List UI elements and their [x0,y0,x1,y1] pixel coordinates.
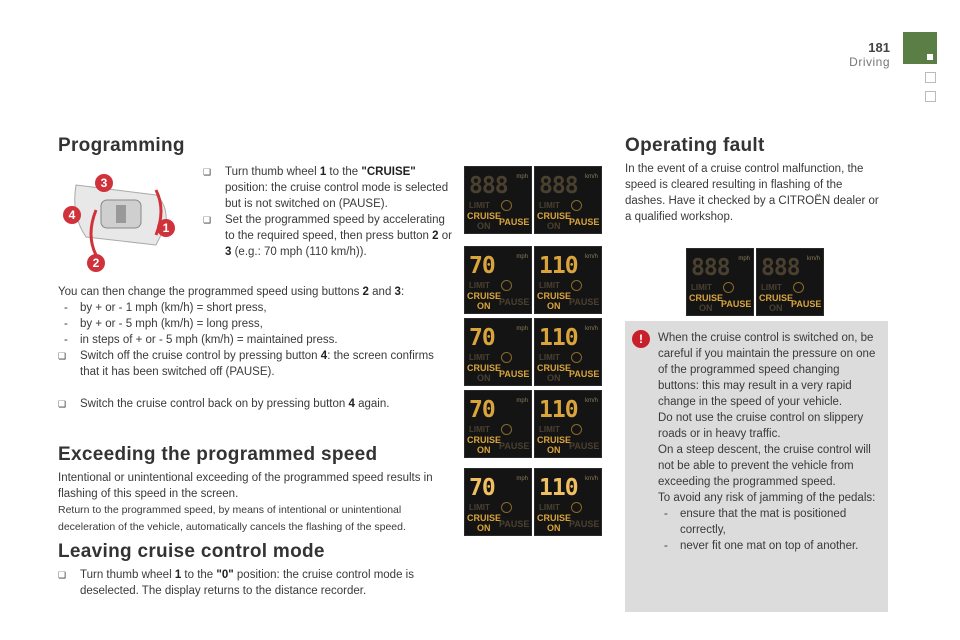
step-switch-off: ❏ Switch off the cruise control by pressing button 4: the screen confirms that it has been switched off (PAUSE). [58,350,434,378]
display-unit: mph [738,256,750,262]
display-unit: km/h [584,476,598,482]
cruise-symbol-icon [571,280,582,291]
display-limit-label: LIMIT [469,425,490,434]
programming-steps [203,164,453,260]
display-cruise-label: CRUISE [467,211,502,221]
display-pause-label: PAUSE [499,441,530,451]
cruise-display-panel [756,248,824,316]
change-speed-intro: You can then change the programmed speed using buttons 2 and 3: [58,286,405,298]
chapter-tab [903,32,937,64]
display-digits: 70 [469,475,495,501]
display-pause-label: PAUSE [499,217,530,227]
display-unit: mph [516,326,528,332]
display-pause-label: PAUSE [569,519,600,529]
cruise-symbol-icon [501,424,512,435]
warning-dash-item: - ensure that the mat is positioned correctly, [664,508,847,536]
display-pause-label: PAUSE [569,441,600,451]
tab-box-2 [925,91,936,102]
display-limit-label: LIMIT [469,201,490,210]
display-unit: km/h [584,174,598,180]
step-switch-on: ❏ Switch the cruise control back on by pressing button 4 again. [58,398,390,410]
warning-icon: ! [632,330,650,348]
display-unit: mph [516,398,528,404]
display-digits: 70 [469,325,495,351]
display-on-label: ON [547,301,561,311]
display-limit-label: LIMIT [539,201,560,210]
display-on-label: ON [547,221,561,231]
display-on-label: ON [769,303,783,313]
display-on-label: ON [477,301,491,311]
warning-text: When the cruise control is switched on, be careful if you maintain the pressure on one of the programmed speed changing buttons: this may result in a very rapid change in the speed of your vehicle. Do not use the cruise control on slippery roads or in heavy traffic. On a steep descent, the cruise control will not be able to prevent the vehicle from exceeding the programmed speed. To avoid any risk of jamming of the pedals: - ensure that the mat is positioned correctly, - never fit one mat on top of another. [658,330,880,554]
display-limit-label: LIMIT [761,283,782,292]
display-unit: mph [516,476,528,482]
cruise-symbol-icon [501,200,512,211]
cruise-display-panel [534,166,602,234]
display-pause-label: PAUSE [499,369,530,379]
cruise-symbol-icon [571,502,582,513]
display-pause-label: PAUSE [721,299,752,309]
display-cruise-label: CRUISE [467,291,502,301]
warning-dash-item: - never fit one mat on top of another. [664,540,859,552]
display-on-label: ON [477,373,491,383]
cruise-display-panel [464,246,532,314]
cruise-symbol-icon [723,282,734,293]
exceeding-para-2: Return to the programmed speed, by means of intentional or unintentional deceleration of the vehicle, automatically cancels the flashing of the speed. [58,504,406,533]
programming-details [58,284,438,412]
display-limit-label: LIMIT [539,425,560,434]
display-on-label: ON [547,445,561,455]
display-cruise-label: CRUISE [467,513,502,523]
display-unit: km/h [584,254,598,260]
operating-fault-text: In the event of a cruise control malfunction, the speed is cleared resulting in flashing of the dashes. Have it checked by a CITROËN dealer or a qualified workshop. [625,163,879,223]
operating-fault-heading: Operating fault [625,135,765,156]
display-cruise-label: CRUISE [537,513,572,523]
display-pause-label: PAUSE [499,297,530,307]
display-limit-label: LIMIT [469,353,490,362]
leaving-text: ❏ Turn thumb wheel 1 to the "0" position: the cruise control mode is deselected. The display returns to the distance recorder. [58,569,414,597]
display-digits: 110 [539,475,578,501]
display-digits: 888 [761,255,800,281]
cruise-symbol-icon [501,280,512,291]
display-cruise-label: CRUISE [467,435,502,445]
display-unit: mph [516,174,528,180]
step-turn-wheel: ❏ Turn thumb wheel 1 to the "CRUISE" position: the cruise control mode is selected but is not switched on (PAUSE). [203,166,449,210]
page-number: 181 [868,40,890,55]
cruise-symbol-icon [793,282,804,293]
label-3: 3 [100,176,108,190]
display-cruise-label: CRUISE [759,293,794,303]
exceeding-heading: Exceeding the programmed speed [58,444,378,465]
display-on-label: ON [547,523,561,533]
display-pause-label: PAUSE [791,299,822,309]
display-digits: 888 [691,255,730,281]
display-cruise-label: CRUISE [537,211,572,221]
label-2: 2 [92,256,100,270]
display-on-label: ON [699,303,713,313]
chapter-title: Driving [849,55,890,69]
display-pause-label: PAUSE [499,519,530,529]
display-digits: 110 [539,253,578,279]
cruise-display-panel [686,248,754,316]
display-limit-label: LIMIT [691,283,712,292]
display-cruise-label: CRUISE [537,363,572,373]
cruise-display-panel [534,318,602,386]
tab-box-1 [925,72,936,83]
display-digits: 70 [469,397,495,423]
dash-item: - by + or - 1 mph (km/h) = short press, [64,302,267,314]
display-unit: km/h [806,256,820,262]
display-pause-label: PAUSE [569,217,600,227]
cruise-display-panel [464,318,532,386]
display-digits: 888 [539,173,578,199]
display-cruise-label: CRUISE [537,435,572,445]
cruise-display-panel [464,390,532,458]
display-unit: km/h [584,326,598,332]
cruise-symbol-icon [571,352,582,363]
cruise-symbol-icon [571,200,582,211]
label-1: 1 [162,221,170,235]
cruise-display-panel [464,166,532,234]
display-on-label: ON [477,523,491,533]
display-cruise-label: CRUISE [689,293,724,303]
cruise-symbol-icon [501,352,512,363]
label-4: 4 [68,208,76,222]
leaving-heading: Leaving cruise control mode [58,541,325,562]
display-digits: 888 [469,173,508,199]
programming-heading: Programming [58,135,185,156]
display-limit-label: LIMIT [469,503,490,512]
exceeding-para-1: Intentional or unintentional exceeding of the programmed speed results in flashing of this speed in the screen. [58,472,433,500]
cruise-symbol-icon [501,502,512,513]
cruise-lever-illustration [56,165,181,280]
display-digits: 110 [539,397,578,423]
dash-item: - in steps of + or - 5 mph (km/h) = maintained press. [64,334,338,346]
display-unit: km/h [584,398,598,404]
cruise-symbol-icon [571,424,582,435]
cruise-display-panel [534,246,602,314]
display-pause-label: PAUSE [569,369,600,379]
display-limit-label: LIMIT [539,353,560,362]
display-unit: mph [516,254,528,260]
display-on-label: ON [477,445,491,455]
display-limit-label: LIMIT [469,281,490,290]
display-on-label: ON [477,221,491,231]
display-limit-label: LIMIT [539,503,560,512]
cruise-display-panel [534,390,602,458]
cruise-display-panel [534,468,602,536]
dash-item: - by + or - 5 mph (km/h) = long press, [64,318,263,330]
cruise-display-panel [464,468,532,536]
display-cruise-label: CRUISE [537,291,572,301]
display-on-label: ON [547,373,561,383]
display-limit-label: LIMIT [539,281,560,290]
display-pause-label: PAUSE [569,297,600,307]
step-set-speed: ❏ Set the programmed speed by accelerating to the required speed, then press button 2 or 3 (e.g.: 70 mph (110 km/h)). [203,214,452,258]
display-cruise-label: CRUISE [467,363,502,373]
display-digits: 110 [539,325,578,351]
display-digits: 70 [469,253,495,279]
